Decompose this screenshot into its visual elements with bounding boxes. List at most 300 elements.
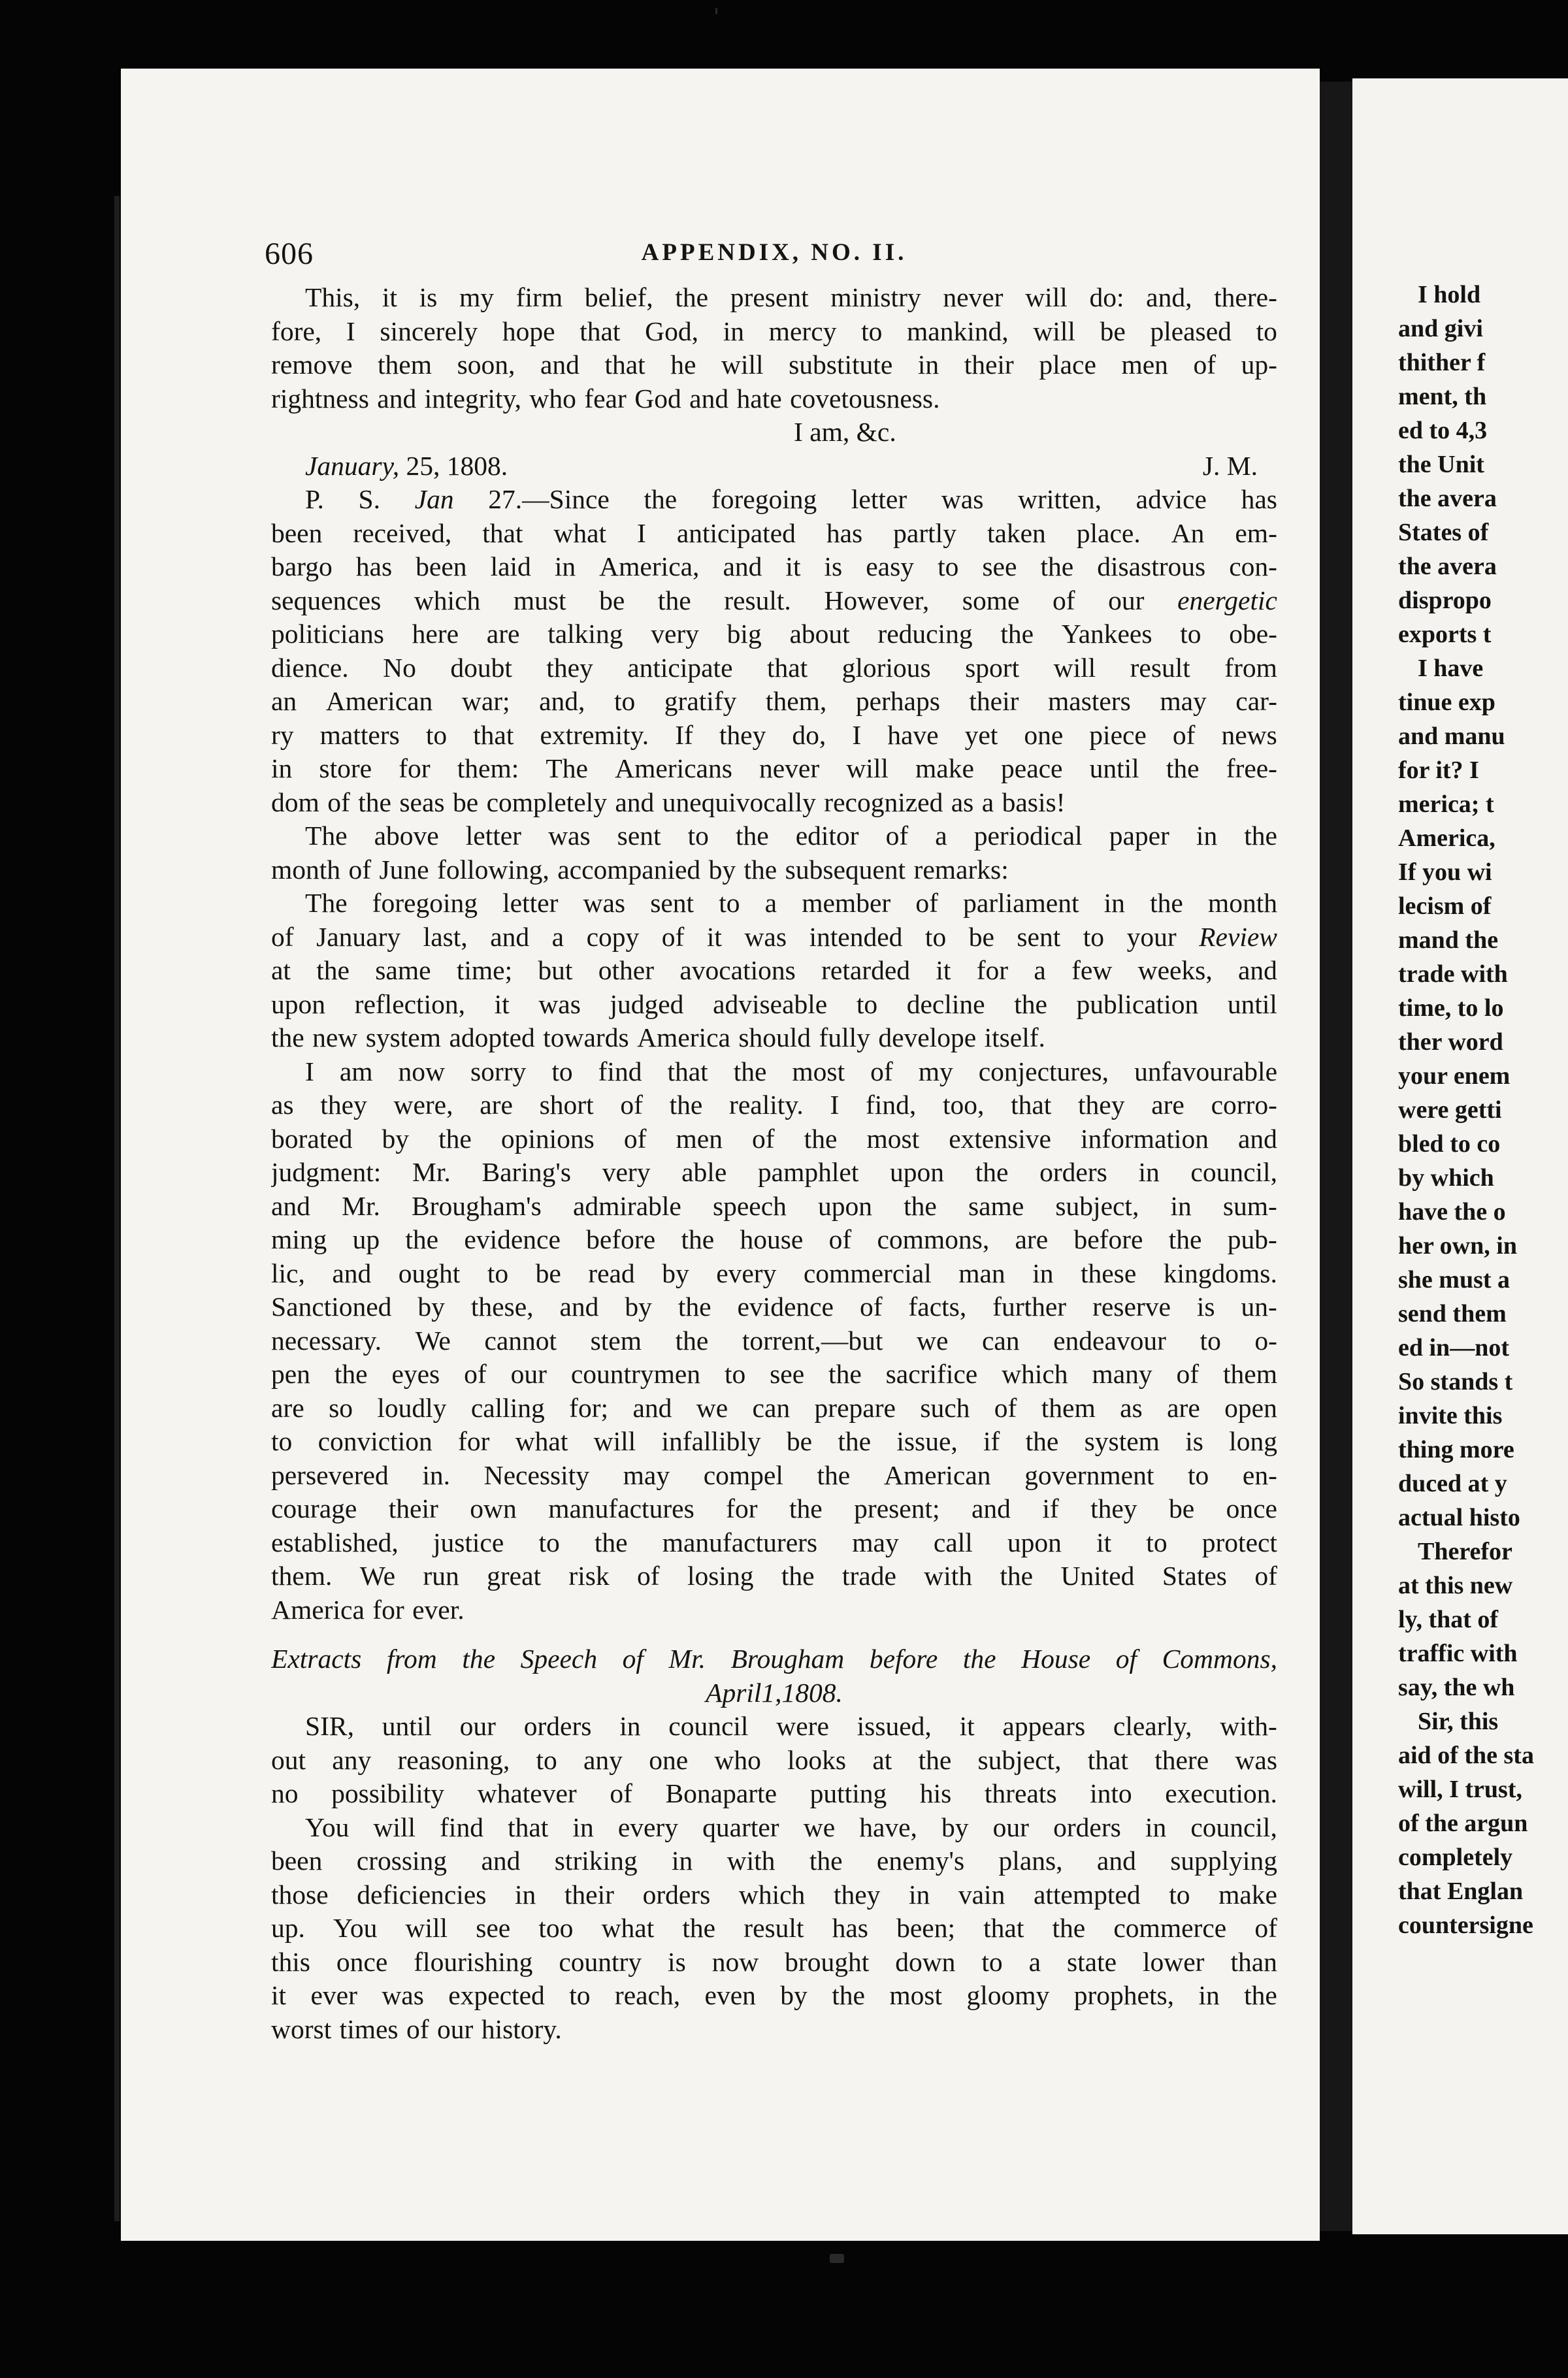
word: and, <box>539 686 585 716</box>
word: 1, <box>761 1677 782 1708</box>
word: this <box>271 1946 310 1977</box>
word: which <box>738 1879 806 1910</box>
word: the <box>733 1056 767 1086</box>
word: reality. <box>729 1090 804 1120</box>
word: them <box>1041 1392 1096 1423</box>
word: glorious <box>841 652 931 683</box>
word: of <box>406 2013 429 2044</box>
word: new <box>312 1022 358 1052</box>
right-page-line: by which <box>1398 1164 1494 1192</box>
word: in <box>1103 888 1125 918</box>
word: I <box>830 1090 840 1120</box>
word: council <box>668 1711 749 1741</box>
word: for <box>726 1493 758 1523</box>
word: reducing <box>877 619 973 649</box>
word: the <box>462 1644 496 1674</box>
word: what <box>553 517 607 548</box>
word: calling <box>470 1392 545 1423</box>
word: to <box>1200 1325 1221 1356</box>
word: about <box>789 619 850 649</box>
word: develope <box>878 1022 977 1052</box>
word: we <box>916 1325 949 1356</box>
word: the <box>828 1359 862 1389</box>
word: the <box>817 1459 851 1490</box>
word: sent <box>1017 921 1061 952</box>
word: worst <box>271 2013 332 2044</box>
word: firm <box>515 282 563 312</box>
word: sacrifice <box>885 1359 978 1389</box>
right-page-line: invite this <box>1398 1402 1503 1429</box>
word: and <box>1238 1123 1277 1154</box>
word: was <box>382 1980 424 2010</box>
word: obe- <box>1229 619 1277 649</box>
word: the <box>405 1224 439 1254</box>
word: council, <box>1190 1157 1277 1187</box>
word: subject, <box>977 1744 1062 1775</box>
word: o- <box>1254 1325 1277 1356</box>
text-line <box>271 819 1277 853</box>
word: to <box>613 686 636 716</box>
text-line <box>271 1190 1277 1224</box>
word: one <box>1024 719 1064 750</box>
word: in <box>1198 1980 1220 2010</box>
right-page-line: Sir, this <box>1418 1708 1499 1735</box>
right-page-line: ment, th <box>1398 383 1487 410</box>
word: the <box>657 585 691 615</box>
text-line <box>271 483 1277 517</box>
word: they <box>320 1090 367 1120</box>
word: of <box>1254 1561 1277 1591</box>
word: if <box>1042 1493 1059 1523</box>
word: plans, <box>998 1846 1063 1876</box>
word: see <box>476 1913 511 1943</box>
word: established, <box>271 1527 399 1557</box>
word: deficiencies <box>357 1879 487 1910</box>
word: and <box>1238 955 1277 985</box>
word: Jan <box>414 484 454 514</box>
word: to <box>1083 921 1105 952</box>
word: short <box>539 1090 594 1120</box>
word: of <box>1193 350 1217 380</box>
word: my <box>459 282 494 312</box>
word: rightness <box>271 383 369 414</box>
word: brought <box>785 1946 870 1977</box>
word: of <box>1254 1913 1277 1943</box>
word: do, <box>792 719 826 750</box>
word: should <box>738 1022 811 1052</box>
word: issue, <box>896 1426 958 1456</box>
section-heading <box>271 1642 1277 1676</box>
text-line <box>271 1878 1277 1912</box>
word: what <box>515 1426 568 1456</box>
word: to <box>551 1056 573 1086</box>
word: evidence <box>737 1292 834 1322</box>
word: a <box>1034 955 1046 985</box>
word: were, <box>393 1090 453 1120</box>
page-number: 606 <box>265 236 314 271</box>
right-page-line: the avera <box>1398 485 1497 512</box>
word: an <box>271 686 297 716</box>
word: they <box>719 719 766 750</box>
text-line <box>271 1223 1277 1257</box>
right-page-line: say, the wh <box>1398 1674 1515 1701</box>
right-page-line: duced at y <box>1398 1470 1507 1497</box>
word: corro- <box>1211 1090 1277 1120</box>
text-line <box>271 1593 1277 1627</box>
word: remove <box>271 350 353 380</box>
word: conviction <box>318 1426 433 1456</box>
word: commerce <box>1113 1913 1227 1943</box>
word: to <box>856 988 878 1019</box>
word: was <box>548 821 591 851</box>
word: admirable <box>572 1190 681 1221</box>
word: adviseable <box>713 988 828 1019</box>
word: a <box>551 921 564 952</box>
word: to <box>271 1426 293 1456</box>
text-line <box>271 1559 1277 1593</box>
word: to <box>924 921 947 952</box>
right-page-line: ther word <box>1398 1028 1503 1056</box>
word: the <box>1000 619 1034 649</box>
word: even <box>704 1980 756 2010</box>
word: by <box>625 1292 652 1322</box>
word: the <box>675 1325 709 1356</box>
text-line <box>271 1492 1277 1526</box>
word: Sanctioned <box>271 1292 392 1322</box>
word: doubt <box>450 652 512 683</box>
word: the <box>358 787 391 817</box>
word: now <box>711 1946 759 1977</box>
section-heading <box>271 1676 1277 1710</box>
word: flourishing <box>414 1946 533 1977</box>
word: are <box>1151 1090 1184 1120</box>
word: unequivocally <box>662 787 816 817</box>
word: letter <box>465 821 521 851</box>
word: in <box>515 1879 536 1910</box>
word: find, <box>865 1090 917 1120</box>
word: no <box>271 1778 299 1808</box>
word: the <box>743 854 777 885</box>
word: has <box>355 551 393 581</box>
word: run <box>423 1561 459 1591</box>
word: with <box>924 1561 973 1591</box>
word: very <box>651 619 699 649</box>
word: be <box>1169 1493 1195 1523</box>
right-page-line: I have <box>1418 655 1484 682</box>
word: Speech <box>520 1644 598 1674</box>
word: integrity, <box>424 383 521 414</box>
right-page-line: lecism of <box>1398 892 1492 920</box>
word: of <box>637 1561 660 1591</box>
word: to <box>425 719 448 750</box>
word: 27.—Since <box>488 484 610 514</box>
word: reasoning, <box>397 1744 510 1775</box>
word: in <box>917 350 939 380</box>
word: lower <box>1143 1946 1205 1977</box>
word: never <box>759 753 820 783</box>
text-line <box>271 382 1277 416</box>
word: looks <box>787 1744 847 1775</box>
word: and <box>481 1846 521 1876</box>
right-page-line: the Unit <box>1398 451 1484 478</box>
word: the <box>838 1426 872 1456</box>
word: with <box>727 1846 776 1876</box>
word: every <box>617 1812 678 1842</box>
word: Extracts <box>271 1644 362 1674</box>
word: energetic <box>1177 585 1277 615</box>
word: of <box>622 1644 644 1674</box>
word: government <box>1024 1459 1154 1490</box>
word: the <box>669 1090 703 1120</box>
word: are <box>486 619 520 649</box>
word: the <box>904 1190 937 1221</box>
word: is <box>1196 1292 1215 1322</box>
word: time; <box>456 955 513 985</box>
word: that <box>667 1056 708 1086</box>
word: the <box>789 1493 823 1523</box>
word: matters <box>319 719 400 750</box>
right-page-line: States of <box>1398 519 1489 546</box>
word: expected <box>448 1980 545 2010</box>
text-line <box>271 719 1277 753</box>
word: sent <box>650 888 694 918</box>
right-page-line: If you wi <box>1398 858 1492 886</box>
word: out <box>271 1744 306 1775</box>
word: many <box>1092 1359 1152 1389</box>
word: long <box>1229 1426 1277 1456</box>
text-line <box>271 1021 1277 1055</box>
right-page-line: at this new <box>1398 1572 1513 1599</box>
right-page-line: So stands t <box>1398 1368 1513 1395</box>
word: trade <box>841 1561 896 1591</box>
word: bargo <box>271 551 333 581</box>
word: in <box>1138 1157 1160 1187</box>
word: is <box>668 1946 686 1977</box>
paragraph-gap <box>271 1627 1277 1642</box>
word: until <box>382 1711 432 1741</box>
word: they <box>833 1879 881 1910</box>
word: opinions <box>500 1123 595 1154</box>
word: a <box>935 821 947 851</box>
word: Baring's <box>482 1157 572 1187</box>
word: by <box>662 1258 689 1288</box>
text-line <box>271 1122 1277 1156</box>
word: fore, <box>271 316 322 346</box>
word: fear <box>584 383 627 414</box>
word: may <box>623 1459 670 1490</box>
word: most <box>792 1056 845 1086</box>
word: subsequent <box>785 854 906 885</box>
word: than <box>1230 1946 1277 1977</box>
word: to <box>538 1527 560 1557</box>
right-page-line: aid of the sta <box>1398 1742 1534 1769</box>
word: before <box>1073 1224 1143 1254</box>
right-page-line: will, I trust, <box>1398 1776 1522 1803</box>
text-line <box>271 1358 1277 1392</box>
word: the <box>316 955 350 985</box>
word: what <box>601 1913 655 1943</box>
word: system <box>1084 1426 1160 1456</box>
right-page-line: your enem <box>1398 1062 1511 1090</box>
word: manufactures <box>548 1493 694 1523</box>
word: my <box>918 1056 953 1086</box>
text-line <box>271 1459 1277 1493</box>
word: any <box>583 1744 623 1775</box>
word: SIR, <box>305 1711 354 1741</box>
text-line <box>271 1744 1277 1778</box>
text-line <box>271 1811 1277 1845</box>
word: big <box>727 619 762 649</box>
word: foregoing <box>372 888 478 918</box>
word: the <box>678 1292 711 1322</box>
word: the <box>334 1359 368 1389</box>
word: will <box>846 753 889 783</box>
word: will <box>405 1913 448 1943</box>
word: was <box>538 988 581 1019</box>
word: letter <box>851 484 907 514</box>
word: Review <box>1199 921 1277 952</box>
right-page-line: send them <box>1398 1300 1507 1327</box>
word: American <box>325 686 433 716</box>
word: have, <box>859 1812 917 1842</box>
word: other <box>598 955 655 985</box>
word: necessary. <box>271 1325 382 1356</box>
word: completely <box>486 787 607 817</box>
word: of <box>620 1090 643 1120</box>
word: dience. <box>271 652 349 683</box>
word: in <box>1145 1812 1167 1842</box>
word: do: <box>1089 282 1124 312</box>
right-page-partial <box>1352 78 1568 2234</box>
right-page-line: thither f <box>1398 349 1486 376</box>
word: will <box>593 1426 636 1456</box>
word: ever. <box>412 1594 465 1625</box>
word: pub- <box>1227 1224 1277 1254</box>
word: easy <box>866 551 915 581</box>
word: for <box>399 753 431 783</box>
word: who <box>714 1744 761 1775</box>
word: infallibly <box>661 1426 761 1456</box>
word: to <box>1146 1527 1168 1557</box>
word: soon, <box>457 350 515 380</box>
word: times <box>339 2013 399 2044</box>
word: will <box>1053 652 1096 683</box>
word: The <box>305 888 348 918</box>
word: of <box>348 854 372 885</box>
text-line <box>271 988 1277 1022</box>
word: month <box>1207 888 1277 918</box>
word: of <box>859 1292 883 1322</box>
word: of <box>994 1392 1017 1423</box>
word: the <box>804 1123 838 1154</box>
word: perhaps <box>855 686 940 716</box>
word: has <box>1241 484 1277 514</box>
word: House <box>1021 1644 1091 1674</box>
word: make <box>1218 1879 1277 1910</box>
word: upon <box>271 988 325 1019</box>
word: able <box>681 1157 727 1187</box>
word: our <box>992 1812 1029 1842</box>
word: The <box>305 821 348 851</box>
word: the <box>682 1913 716 1943</box>
word: and <box>271 1190 310 1221</box>
word: laid <box>490 551 531 581</box>
word: have <box>887 719 939 750</box>
right-page-line: dispropo <box>1398 587 1492 614</box>
word: upon <box>1007 1527 1062 1557</box>
word: read <box>588 1258 635 1288</box>
word: subject, <box>1055 1190 1139 1221</box>
word: if <box>983 1426 1000 1456</box>
word: issued, <box>857 1711 932 1741</box>
word: up. <box>271 1913 305 1943</box>
word: quarter <box>702 1812 779 1842</box>
text-line <box>271 315 1277 349</box>
text-line <box>271 584 1277 618</box>
word: these <box>1080 1258 1137 1288</box>
word: it <box>271 1980 287 2010</box>
text-line <box>271 1425 1277 1459</box>
word: to <box>861 316 883 346</box>
word: to <box>569 1980 591 2010</box>
word: as <box>951 787 974 817</box>
word: foregoing <box>711 484 817 514</box>
right-page-line: actual histo <box>1398 1504 1520 1531</box>
word: every <box>716 1258 777 1288</box>
word: and <box>615 787 655 817</box>
word: lic, <box>271 1258 305 1288</box>
word: torrent,—but <box>742 1325 883 1356</box>
word: most <box>866 1123 920 1154</box>
word: find <box>440 1812 483 1842</box>
word: for <box>458 1426 490 1456</box>
word: our <box>510 1359 547 1389</box>
word: decline <box>906 988 985 1019</box>
word: news <box>1221 719 1277 750</box>
word: most <box>889 1980 943 2010</box>
word: of <box>1176 1359 1200 1389</box>
word: hope <box>502 316 555 346</box>
text-line <box>271 685 1277 719</box>
word: America <box>637 1022 730 1052</box>
word: that <box>1087 1744 1128 1775</box>
word: We <box>415 1325 451 1356</box>
word: it <box>382 282 397 312</box>
word: 1808. <box>781 1677 843 1708</box>
text-line <box>271 887 1277 920</box>
word: commons, <box>877 1224 990 1254</box>
text-line <box>271 1710 1277 1744</box>
word: I <box>852 719 862 750</box>
word: we <box>803 1812 836 1842</box>
word: the <box>271 1022 304 1052</box>
word: sport <box>965 652 1020 683</box>
word: they <box>1078 1090 1125 1120</box>
word: protect <box>1201 1527 1277 1557</box>
word: I <box>305 1056 314 1086</box>
word: was <box>583 888 626 918</box>
right-page-line: her own, in <box>1398 1232 1517 1260</box>
word: for <box>372 1594 404 1625</box>
word: by <box>708 854 736 885</box>
word: history. <box>481 2013 562 2044</box>
word: of <box>870 1056 893 1086</box>
word: Necessity <box>483 1459 589 1490</box>
word: God <box>634 383 681 414</box>
word: paper <box>1109 821 1169 851</box>
word: the <box>1025 1426 1059 1456</box>
word: in <box>554 551 576 581</box>
